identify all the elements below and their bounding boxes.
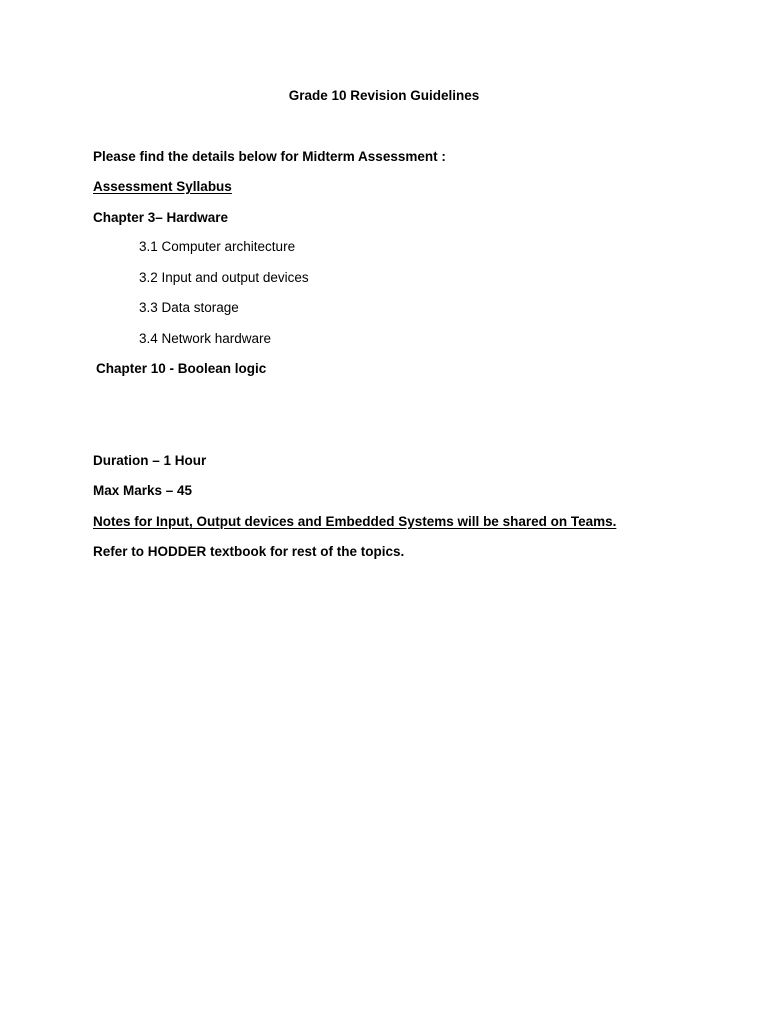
- syllabus-heading: Assessment Syllabus: [93, 179, 232, 194]
- chapter-10-heading: Chapter 10 - Boolean logic: [96, 361, 267, 376]
- chapter-3-heading: Chapter 3– Hardware: [93, 210, 229, 225]
- refer-text: Refer to HODDER textbook for rest of the topics.: [93, 544, 405, 559]
- max-marks-text: Max Marks – 45: [93, 483, 193, 498]
- topic-item: 3.3 Data storage: [139, 300, 239, 315]
- topic-item: 3.1 Computer architecture: [139, 239, 296, 254]
- topic-item: 3.2 Input and output devices: [139, 270, 309, 285]
- notes-text: Notes for Input, Output devices and Embedded Systems will be shared on Teams.: [93, 514, 617, 529]
- duration-text: Duration – 1 Hour: [93, 453, 207, 468]
- intro-text: Please find the details below for Midterm Assessment :: [93, 149, 446, 164]
- topic-item: 3.4 Network hardware: [139, 331, 272, 346]
- document-title: Grade 10 Revision Guidelines: [288, 88, 480, 103]
